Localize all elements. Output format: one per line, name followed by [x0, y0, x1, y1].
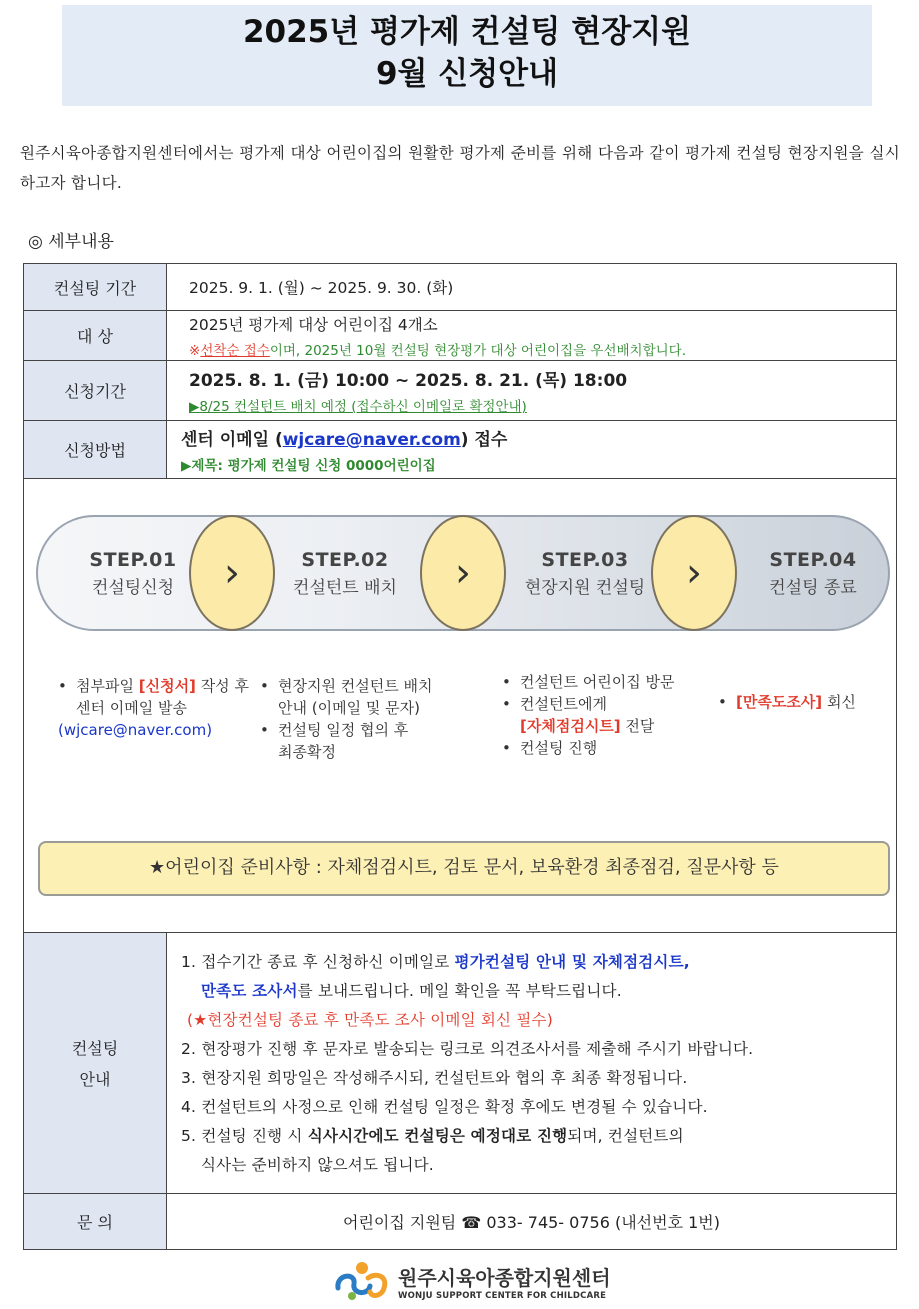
step-02: STEP.02 컨설턴트 배치: [293, 549, 397, 598]
footer-org-en: WONJU SUPPORT CENTER FOR CHILDCARE: [398, 1291, 607, 1301]
guide-cell: 1. 접수기간 종료 후 신청하신 이메일로 평가컨설팅 안내 및 자체점검시트, 만족도 조사서를 보내드립니다. 메일 확인을 꼭 부탁드립니다. (★현장컨설팅 종료 후 만족도 조사 이메일 회신 필수) 2. 현장평가 진행 후 문자로 발송되는 링크로 의견조사서를 제출해 주시기 바랍니다. 3. 현장지원 희망일은 작성해주시되, 컨설턴트와 협의 후 최종 확정됩니다. 4. 컨설턴트의 사정으로 인해 컨설팅 일정은 확정 후에도 변경될 수 있습니다. 5. 컨설팅 진행 시 식사시간에도 컨설팅은 예정대로 진행되며, 컨설턴트의 식사는 준비하지 않으셔도 됩니다.: [167, 933, 897, 1194]
guide-item-4: 4. 컨설턴트의 사정으로 인해 컨설팅 일정은 확정 후에도 변경될 수 있습니다.: [181, 1098, 708, 1116]
guide-item-1-note: (★현장컨설팅 종료 후 만족도 조사 이메일 회신 필수): [187, 1011, 553, 1029]
intro-text: 원주시육아종합지원센터에서는 평가제 대상 어린이집의 원활한 평가제 준비를 위해 다음과 같이 평가제 컨설팅 현장지원을 실시하고자 합니다.: [20, 144, 900, 192]
details-table: [23, 263, 897, 1250]
guide-label: 컨설팅 안내: [24, 933, 167, 1194]
period-label: 컨설팅 기간: [24, 264, 167, 311]
email-link[interactable]: wjcare@naver.com: [282, 430, 461, 450]
guide-item-1: 1. 접수기간 종료 후 신청하신 이메일로 평가컨설팅 안내 및 자체점검시트,: [181, 953, 690, 971]
contact-label: 문 의: [24, 1194, 167, 1250]
chevron-right-icon: ›: [420, 515, 506, 631]
row-contact: [24, 1194, 897, 1250]
method-value: 센터 이메일 (wjcare@naver.com) 접수: [181, 430, 508, 450]
step-01-email: (wjcare@naver.com): [58, 721, 213, 739]
step-01-details: • 첨부파일 [신청서] 작성 후 센터 이메일 발송 (wjcare@naver.com): [58, 675, 258, 741]
row-method: [24, 421, 897, 479]
row-apply-period: [24, 361, 897, 421]
step-03-details: • 컨설턴트 어린이집 방문 • 컨설턴트에게 [자체점검시트] 전달 • 컨설팅 진행: [502, 673, 675, 757]
row-period: [24, 264, 897, 311]
row-steps: [24, 479, 897, 933]
row-guide: [24, 933, 897, 1194]
section-title: ◎ 세부내용: [28, 232, 114, 252]
period-value: 2025. 9. 1. (월) ~ 2025. 9. 30. (화): [167, 264, 897, 311]
step-04: STEP.04 컨설팅 종료: [769, 549, 857, 598]
contact-value: 어린이집 지원팀 ☎ 033- 745- 0756 (내선번호 1번): [167, 1194, 897, 1250]
apply-period-cell: [167, 361, 897, 421]
chevron-right-icon: ›: [189, 515, 275, 631]
guide-item-5: 5. 컨설팅 진행 시 식사시간에도 컨설팅은 예정대로 진행되며, 컨설턴트의: [181, 1127, 684, 1145]
first-come-note: 선착순 접수: [200, 342, 270, 359]
chevron-right-icon: ›: [651, 515, 737, 631]
target-label: 대 상: [24, 311, 167, 361]
page-title: 2025년 평가제 컨설팅 현장지원: [242, 14, 692, 50]
method-label: 신청방법: [24, 421, 167, 479]
apply-period-label: 신청기간: [24, 361, 167, 421]
step-01: STEP.01 컨설팅신청: [89, 549, 177, 598]
row-target: [24, 311, 897, 361]
steps-cell: [24, 479, 897, 933]
method-cell: [167, 421, 897, 479]
step-02-details: • 현장지원 컨설턴트 배치 안내 (이메일 및 문자) • 컨설팅 일정 협의 후 최종확정: [260, 677, 433, 761]
target-cell: [167, 311, 897, 361]
target-note: ※선착순 접수이며, 2025년 10월 컨설팅 현장평가 대상 어린이집을 우선배치합니다.: [189, 342, 686, 359]
preparation-note: ★어린이집 준비사항 : 자체점검시트, 검토 문서, 보육환경 최종점검, 질문사항 등: [38, 841, 890, 896]
method-note: ▶제목: 평가제 컨설팅 신청 0000어린이집: [181, 458, 436, 474]
footer-org-name: 원주시육아종합지원센터: [398, 1266, 611, 1290]
apply-period-value: 2025. 8. 1. (금) 10:00 ~ 2025. 8. 21. (목) 18:00: [189, 371, 628, 391]
title-banner: [62, 5, 872, 106]
guide-item-3: 3. 현장지원 희망일은 작성해주시되, 컨설턴트와 협의 후 최종 확정됩니다.: [181, 1069, 688, 1087]
step-04-details: • [만족도조사] 회신: [718, 693, 856, 711]
guide-item-2: 2. 현장평가 진행 후 문자로 발송되는 링크로 의견조사서를 제출해 주시기 바랍니다.: [181, 1040, 754, 1058]
page-subtitle: 9월 신청안내: [375, 56, 559, 92]
step-03: STEP.03 현장지원 컨설팅: [524, 549, 646, 598]
apply-period-note: ▶8/25 컨설턴트 배치 예정 (접수하신 이메일로 확정안내): [189, 399, 527, 415]
target-value: 2025년 평가제 대상 어린이집 4개소: [189, 315, 438, 334]
